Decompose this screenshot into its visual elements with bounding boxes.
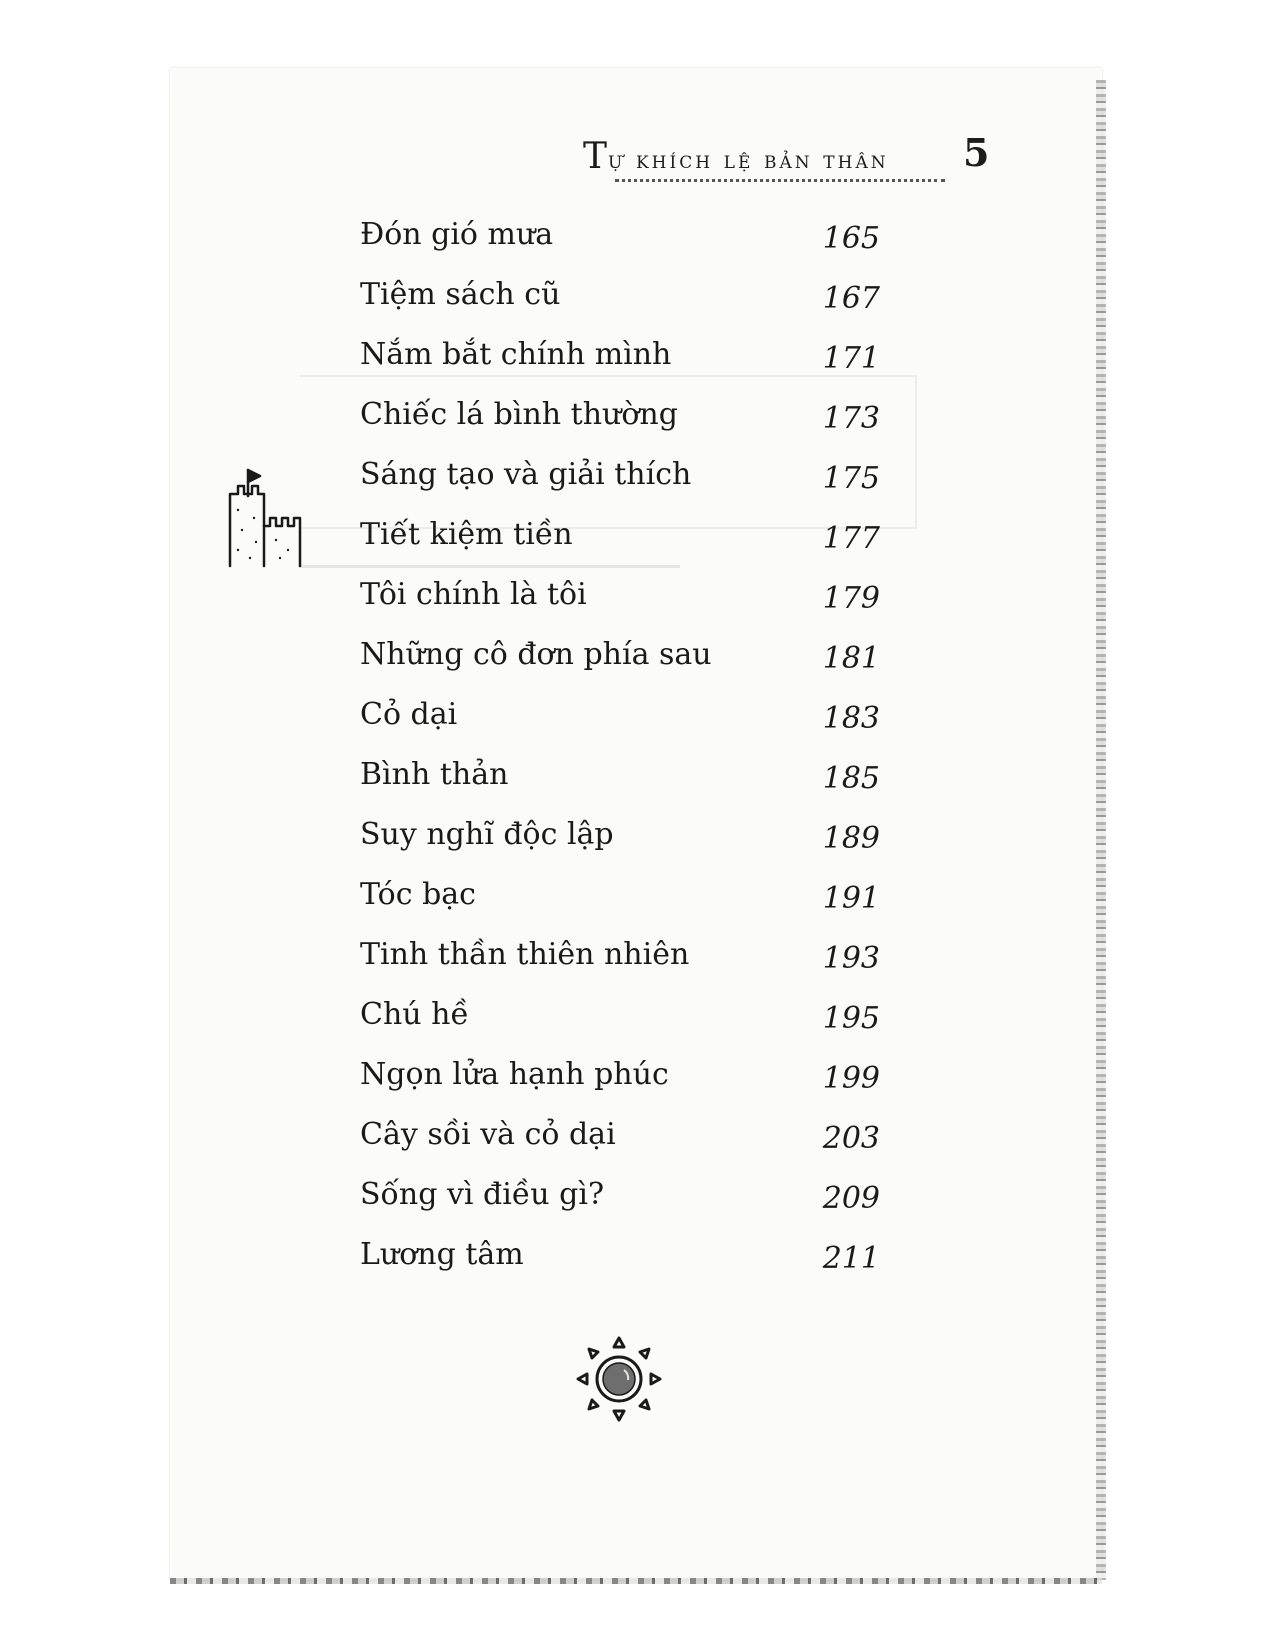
toc-entry-page: 185 (822, 761, 880, 796)
toc-entry (360, 395, 880, 455)
toc-entry (360, 335, 880, 395)
toc-entry-title: Cây sồi và cỏ dại (360, 1117, 616, 1152)
toc-entry (360, 815, 880, 875)
toc-entry-title: Chú hề (360, 997, 469, 1032)
toc-entry-title: Ngọn lửa hạnh phúc (360, 1057, 669, 1092)
toc-entry-title: Sống vì điều gì? (360, 1177, 605, 1212)
toc-entry-title: Suy nghĩ độc lập (360, 817, 614, 852)
header-dotted-rule (615, 179, 945, 182)
toc-entry-page: 165 (822, 221, 880, 256)
toc-entry-title: Cỏ dại (360, 697, 458, 732)
toc-entry-title: Tiết kiệm tiền (360, 517, 573, 552)
toc-entry (360, 755, 880, 815)
toc-entry-title: Đón gió mưa (360, 217, 554, 252)
toc-entry-page: 171 (822, 341, 880, 376)
toc-entry (360, 875, 880, 935)
page-edge-right (1096, 80, 1106, 1580)
toc-entry (360, 695, 880, 755)
toc-entry-page: 195 (822, 1001, 880, 1036)
toc-entry (360, 635, 880, 695)
toc-entry-title: Sáng tạo và giải thích (360, 457, 692, 492)
toc-entry (360, 215, 880, 275)
header-title-rest: ự khích lệ bản thân (608, 146, 889, 174)
toc-entry (360, 515, 880, 575)
toc-entry (360, 275, 880, 335)
toc-entry (360, 935, 880, 995)
toc-entry-page: 193 (822, 941, 880, 976)
toc-entry (360, 455, 880, 515)
toc-entry-title: Chiếc lá bình thường (360, 397, 678, 432)
toc-entry-title: Những cô đơn phía sau (360, 637, 712, 672)
toc-entry (360, 995, 880, 1055)
toc-entry (360, 1175, 880, 1235)
toc-entry-page: 183 (822, 701, 880, 736)
toc-entry-page: 189 (822, 821, 880, 856)
toc-entry-page: 181 (822, 641, 880, 676)
toc-entry-page: 173 (822, 401, 880, 436)
page-number: 5 (963, 130, 990, 175)
toc-entry-page: 209 (822, 1181, 880, 1216)
toc-entry-page: 211 (822, 1241, 880, 1276)
toc-entry-title: Bình thản (360, 757, 509, 792)
castle-icon (226, 466, 306, 568)
toc-entry-title: Tiệm sách cũ (360, 277, 561, 312)
toc-entry (360, 1235, 880, 1295)
header-title (583, 136, 889, 177)
running-header (583, 130, 993, 186)
toc-entry-title: Tóc bạc (360, 877, 476, 912)
toc-entry-page: 167 (822, 281, 880, 316)
toc-entry (360, 1115, 880, 1175)
toc-entry-title: Tinh thần thiên nhiên (360, 937, 690, 972)
toc-entry-title: Nắm bắt chính mình (360, 337, 672, 372)
sun-icon (574, 1334, 664, 1424)
toc-entry-page: 199 (822, 1061, 880, 1096)
toc-entry-page: 175 (822, 461, 880, 496)
toc-entry-page: 191 (822, 881, 880, 916)
toc-entry-title: Tôi chính là tôi (360, 577, 587, 612)
table-of-contents (360, 215, 880, 1295)
toc-entry-title: Lương tâm (360, 1237, 524, 1272)
page-edge-bottom (170, 1578, 1102, 1584)
toc-entry-page: 203 (822, 1121, 880, 1156)
toc-entry-page: 177 (822, 521, 880, 556)
header-title-initial: T (583, 136, 609, 177)
toc-entry (360, 1055, 880, 1115)
toc-entry-page: 179 (822, 581, 880, 616)
toc-entry (360, 575, 880, 635)
